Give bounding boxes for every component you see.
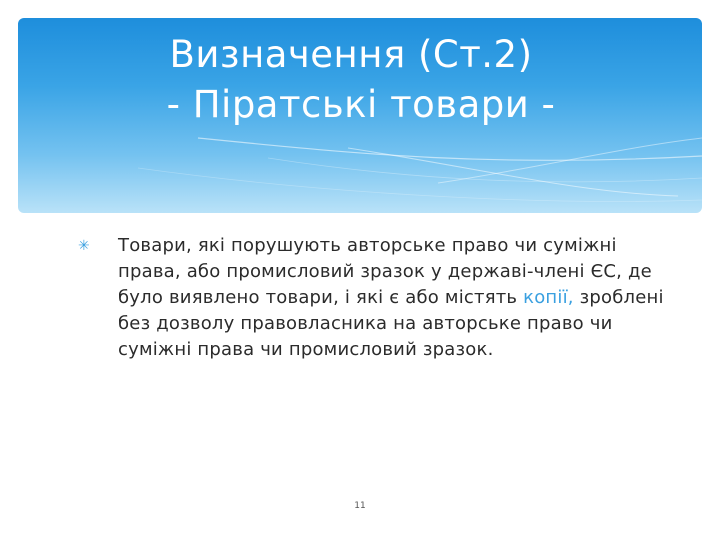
asterisk-bullet-icon: ✳ (78, 238, 90, 254)
slide-title (0, 30, 720, 130)
page-number: 11 (354, 501, 366, 511)
slide-title-line-2: - Піратські товари - (166, 83, 556, 126)
highlighted-term: копії, (523, 287, 574, 308)
paragraph-text-after: зроблені без дозволу правовласника на авторське право чи суміжні права чи промисловий зразок. (118, 287, 664, 360)
slide-title-line-1: Визначення (Ст.2) (169, 33, 533, 76)
paragraph-text-before: Товари, які порушують авторське право чи суміжні права, або промисловий зразок у державі-члені ЄС, де було виявлено товари, і які є або містять (118, 235, 652, 308)
bullet-paragraph (92, 233, 672, 363)
body-content (78, 233, 672, 363)
